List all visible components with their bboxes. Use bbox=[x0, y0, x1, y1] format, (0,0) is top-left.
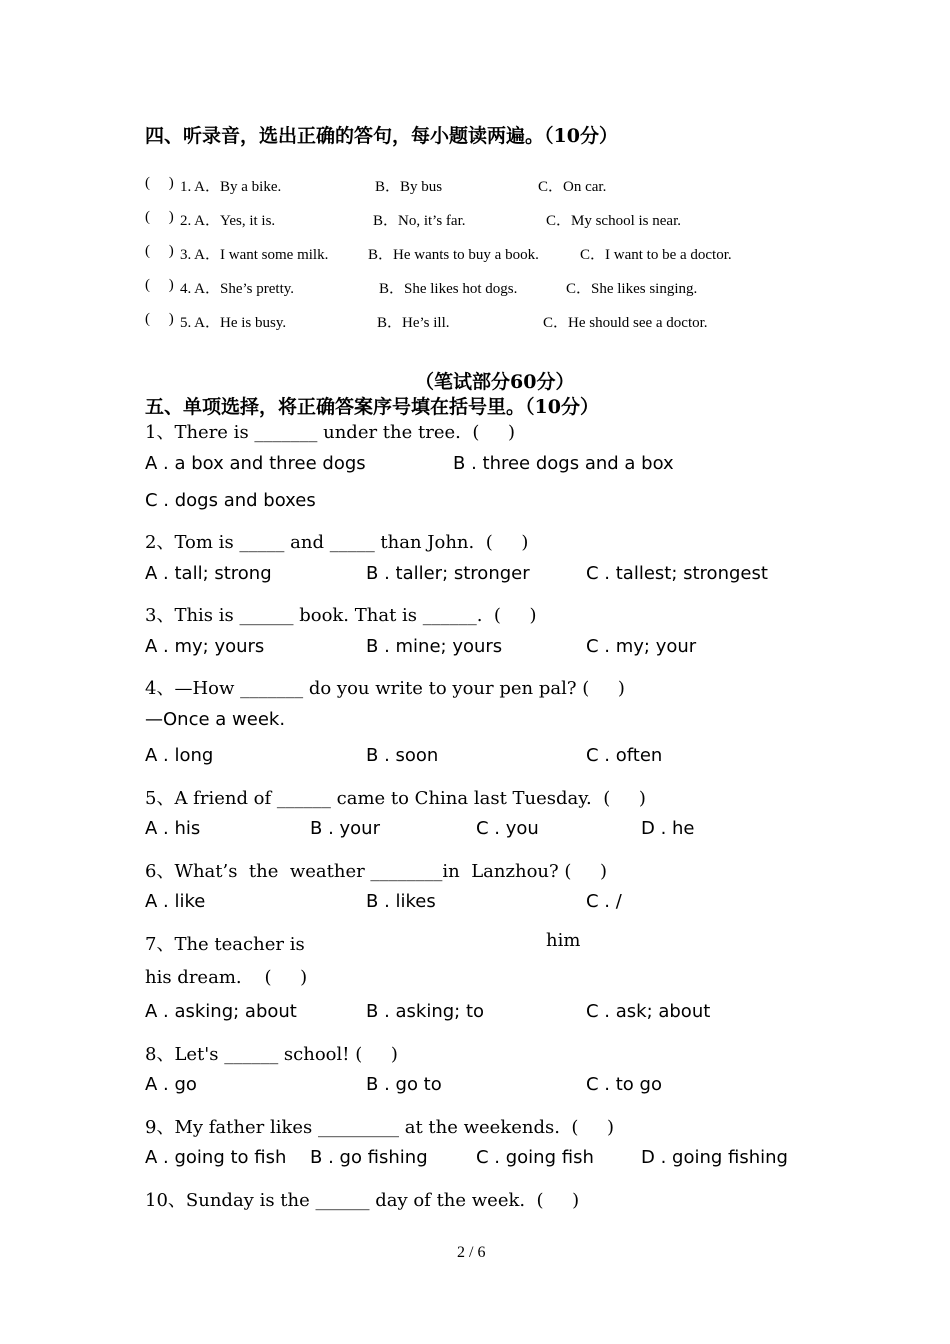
listen-option-c: C．I want to be a doctor. bbox=[580, 247, 732, 263]
q8-option-a: A . go bbox=[145, 1074, 197, 1095]
q9-option-d: D . going fishing bbox=[641, 1147, 788, 1168]
question-8: 8、Let's ______ school! ( ) bbox=[145, 1044, 398, 1065]
question-9: 9、My father likes _________ at the weekends. ( ) bbox=[145, 1117, 615, 1138]
q9-option-b: B . go fishing bbox=[310, 1147, 428, 1168]
listen-option-a: 5. A．He is busy. bbox=[180, 315, 287, 331]
listen-option-b: B．By bus bbox=[375, 179, 443, 195]
question-3: 3、This is ______ book. That is ______. ( ) bbox=[145, 605, 537, 626]
listen-option-c: C．On car. bbox=[538, 179, 607, 195]
q4-option-a: A . long bbox=[145, 745, 214, 766]
q4-reply: —Once a week. bbox=[145, 709, 286, 730]
answer-bracket: ( ) bbox=[145, 311, 174, 327]
listen-option-b: B．She likes hot dogs. bbox=[379, 281, 518, 297]
listen-option-b: B．No, it’s far. bbox=[373, 213, 466, 229]
q6-option-c: C . / bbox=[586, 891, 622, 912]
section4-title: 四、听录音，选出正确的答句，每小题读两遍。（10分） bbox=[145, 125, 618, 147]
q1-option-a: A . a box and three dogs bbox=[145, 453, 366, 474]
listen-option-c: C．My school is near. bbox=[546, 213, 681, 229]
q5-option-a: A . his bbox=[145, 818, 201, 839]
q1-option-b: B . three dogs and a box bbox=[453, 453, 674, 474]
q3-option-c: C . my; your bbox=[586, 636, 697, 657]
answer-bracket: ( ) bbox=[145, 209, 174, 225]
q2-option-b: B . taller; stronger bbox=[366, 563, 530, 584]
q5-option-b: B . your bbox=[310, 818, 380, 839]
q6-option-a: A . like bbox=[145, 891, 206, 912]
q2-option-a: A . tall; strong bbox=[145, 563, 272, 584]
q8-option-c: C . to go bbox=[586, 1074, 662, 1095]
page-number: 2 / 6 bbox=[457, 1244, 486, 1261]
listen-option-c: C．She likes singing. bbox=[566, 281, 698, 297]
q3-option-a: A . my; yours bbox=[145, 636, 265, 657]
section5-title: 五、单项选择，将正确答案序号填在括号里。（10分） bbox=[145, 396, 599, 418]
q8-option-b: B . go to bbox=[366, 1074, 442, 1095]
q7-option-c: C . ask; about bbox=[586, 1001, 711, 1022]
q1-option-c: C . dogs and boxes bbox=[145, 490, 316, 511]
listen-option-a: 2. A．Yes, it is. bbox=[180, 213, 276, 229]
q9-option-a: A . going to fish bbox=[145, 1147, 287, 1168]
question-1: 1、There is _______ under the tree. ( ) bbox=[145, 422, 515, 443]
question-10: 10、Sunday is the ______ day of the week. ( ) bbox=[145, 1190, 580, 1211]
answer-bracket: ( ) bbox=[145, 277, 174, 293]
q4-option-b: B . soon bbox=[366, 745, 439, 766]
q7-option-a: A . asking; about bbox=[145, 1001, 297, 1022]
listen-option-a: 3. A．I want some milk. bbox=[180, 247, 329, 263]
listen-option-c: C．He should see a doctor. bbox=[543, 315, 708, 331]
question-2: 2、Tom is _____ and _____ than John. ( ) bbox=[145, 532, 529, 553]
question-7-mid: him bbox=[546, 930, 581, 951]
question-7: 7、The teacher is bbox=[145, 934, 305, 955]
q6-option-b: B . likes bbox=[366, 891, 436, 912]
question-4: 4、—How _______ do you write to your pen pal? ( ) bbox=[145, 678, 625, 699]
listen-option-a: 4. A．She’s pretty. bbox=[180, 281, 295, 297]
q4-option-c: C . often bbox=[586, 745, 663, 766]
written-part-heading: （笔试部分60分） bbox=[415, 371, 575, 393]
q3-option-b: B . mine; yours bbox=[366, 636, 503, 657]
q7-option-b: B . asking; to bbox=[366, 1001, 485, 1022]
answer-bracket: ( ) bbox=[145, 243, 174, 259]
question-5: 5、A friend of ______ came to China last Tuesday. ( ) bbox=[145, 788, 646, 809]
question-6: 6、What’s the weather ________in Lanzhou? ( ) bbox=[145, 861, 608, 882]
question-7-continued: his dream. ( ) bbox=[145, 967, 308, 988]
answer-bracket: ( ) bbox=[145, 175, 174, 191]
q2-option-c: C . tallest; strongest bbox=[586, 563, 768, 584]
listen-option-a: 1. A．By a bike. bbox=[180, 179, 282, 195]
q5-option-d: D . he bbox=[641, 818, 695, 839]
listen-option-b: B．He wants to buy a book. bbox=[368, 247, 539, 263]
q5-option-c: C . you bbox=[476, 818, 539, 839]
listen-option-b: B．He’s ill. bbox=[377, 315, 450, 331]
q9-option-c: C . going fish bbox=[476, 1147, 594, 1168]
